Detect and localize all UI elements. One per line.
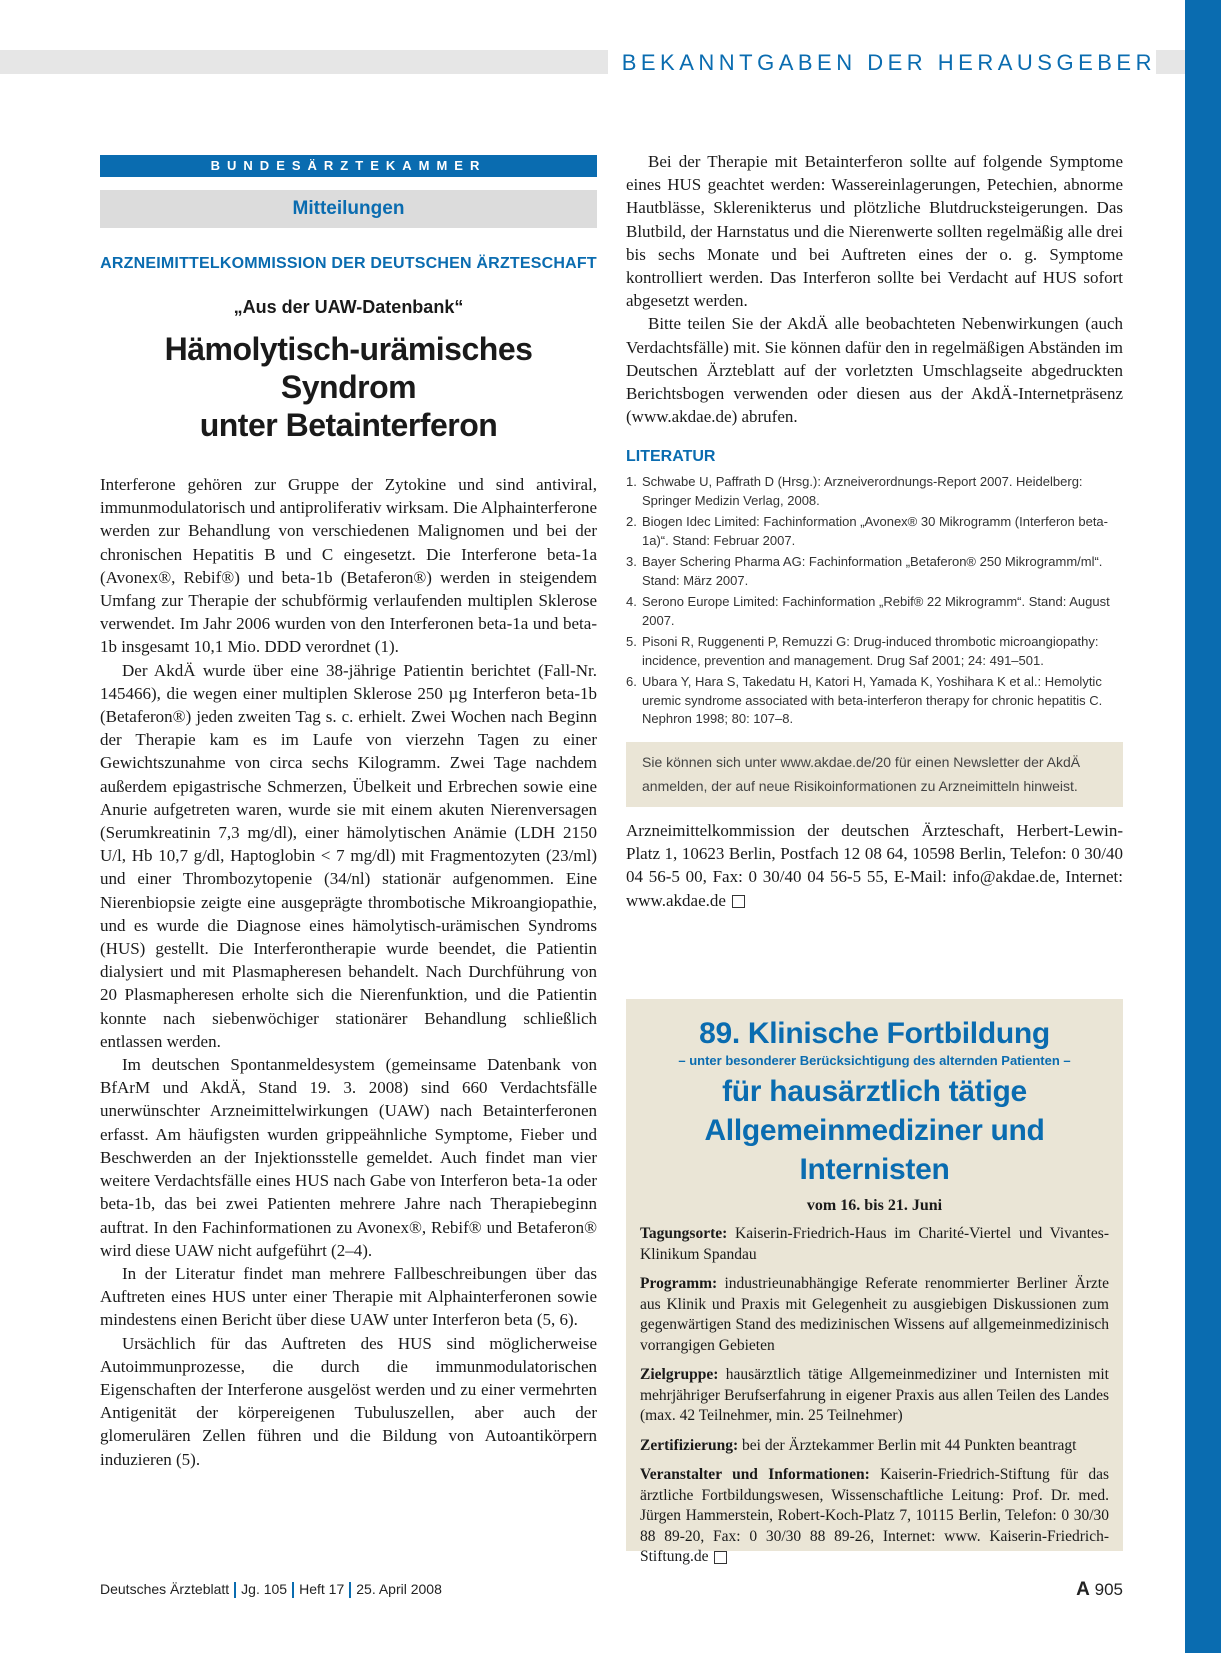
literature-item: 3. Bayer Schering Pharma AG: Fachinformation „Betaferon® 250 Mikrogramm/ml“. Stand: März 2007. [626,554,1103,588]
contact-info: Arzneimittelkommission der deutschen Ärzteschaft, Herbert-Lewin-Platz 1, 10623 Berlin, Postfach 12 08 64, 10598 Berlin, Telefon: 0 30/40 04 56-5 00, Fax: 0 30/40 04 56-5 55, E-Mail: info@akdae.de, Internet: www.akdae.de [626,820,1123,910]
issue-date: 25. April 2008 [356,1581,442,1597]
end-mark-icon [732,895,745,908]
ad-item: Zertifizierung: bei der Ärztekammer Berlin mit 44 Punkten beantragt [640,1436,1077,1454]
body-paragraph: Der AkdÄ wurde über eine 38-jährige Patientin berichtet (Fall-Nr. 145466), die wegen einer multiplen Sklerose 250 µg Interferon beta-1b (Betaferon®) jeden zweiten Tag s. c. erhielt. Zwei Wochen nach Beginn der Therapie kam es im Laufe von vierzehn Tagen zu einer Gewichtszunahme von circa sechs Kilogramm. Zwei Tage nachdem außerdem epigastrische Schmerzen, Übelkeit und Erbrechen sowie eine Anurie aufgetreten waren, wurde sie mit einem akuten Nierenversagen (Serumkreatinin 7,3 mg/dl), einer hämolytischen Anämie (LDH 2150 U/l, Hb 10,7 g/dl, Haptoglobin < 7 mg/dl) mit Fragmentozyten (23/ml) und einer Thrombozytopenie (34/nl) stationär aufgenommen. Eine Nierenbiopsie zeigte eine ausgeprägte thrombotische Mikroangiopathie, und es wurde die Diagnose eines hämolytisch-urämischen Syndroms (HUS) gestellt. Die Interferontherapie wurde beendet, die Patientin dialysiert und mit Plasmapheresen behandelt. Nach Durchführung von 20 Plasmapheresen erholte sich die Nierenfunktion, und die Patientin konnte nach siebenwöchiger stationärer Behandlung schließlich entlassen werden. [100,660,597,1051]
ad-item: Veranstalter und Informationen: Kaiserin-Friedrich-Stiftung für das ärztliche Fortbildungswesen, Wissenschaftliche Leitung: Prof. Dr. med. Jürgen Hammerstein, Robert-Koch-Platz 7, 10115 Berlin, Telefon: 0 30/30 88 89-20, Fax: 0 30/30 88 89-26, Internet: www. Kaiserin-Friedrich-Stiftung.de [640,1466,1109,1565]
literature-item: 5. Pisoni R, Ruggenenti P, Remuzzi G: Drug-induced thrombotic microangiopathy: incidence, prevention and management. Drug Saf 2001; 24: 491–501. [626,634,1099,668]
literature-heading: LITERATUR [626,448,716,466]
page-number: A 905 [1076,1579,1123,1600]
title-line-2: unter Betainterferon [199,407,498,443]
literature-item: 2. Biogen Idec Limited: Fachinformation „Avonex® 30 Mikrogramm (Interferon beta-1a)“. Stand: Februar 2007. [626,514,1108,548]
body-paragraph: Ursächlich für das Auftreten des HUS sind möglicherweise Autoimmunprozesse, die durch die immunmodulatorischen Eigenschaften der Interferone ausgelöst werden und zu einer vermehrten Antigenität der körpereigenen Tubuluszellen, aber auch der glomerulären Zellen führen und die Bildung von Autoantikörpern induzieren (5). [100,1333,597,1469]
body-paragraph: Im deutschen Spontanmeldesystem (gemeinsame Datenbank von BfArM und AkdÄ, Stand 19. 3. 2008) sind 660 Verdachtsfälle unerwünschter Arzneimittelwirkungen (UAW) nach Betainterferonen erfasst. Am häufigsten wurden grippeähnliche Symptome, Fieber und Beschwerden an der Injektionsstelle gemeldet. Auch findet man vier weitere Verdachtsfälle eines HUS nach Gabe von Interferon beta-1a oder beta-1b, das bei zwei Patienten mehrere Jahre nach Therapiebeginn auftrat. In den Fachinformationen zu Avonex®, Rebif® und Betaferon® wird diese UAW nicht aufgeführt (2–4). [100,1055,597,1260]
ad-item: Zielgruppe: hausärztlich tätige Allgemeinmediziner und Internisten mit mehrjähriger Berufserfahrung in eigener Praxis aus allen Teilen des Landes (max. 42 Teilnehmer, min. 25 Teilnehmer) [640,1366,1109,1424]
article-title [100,330,597,444]
literature-item: 1. Schwabe U, Paffrath D (Hrsg.): Arzneiverordnungs-Report 2007. Heidelberg: Springer Medizin Verlag, 2008. [626,474,1083,508]
newsletter-box: Sie können sich unter www.akdae.de/20 für einen Newsletter der AkdÄ anmelden, der auf neue Risikoinformationen zu Arzneimitteln hinweist. [626,742,1123,807]
body-paragraph: In der Literatur findet man mehrere Fallbeschreibungen über das Auftreten eines HUS unter einer Therapie mit Alphainterferonen sowie mindestens einen Bericht über diese UAW unter Interferon beta (5, 6). [100,1263,597,1330]
ad-title: 89. Klinische Fortbildung [699,1017,1050,1050]
side-color-bar [1185,0,1221,1653]
akdae-heading: ARZNEIMITTELKOMMISSION DER DEUTSCHEN ÄRZTESCHAFT [100,255,597,272]
right-paragraph-2: Bitte teilen Sie der AkdÄ alle beobachteten Nebenwirkungen (auch Verdachtsfälle) mit. Sie können dafür den in regelmäßigen Abständen im Deutschen Ärzteblatt auf der vorletzten Umschlagseite abgedruckten Berichtsbogen verwenden oder diesen aus der AkdÄ-Internetpräsenz (www.akdae.de) abrufen. [626,314,1123,427]
page-footer [100,1581,442,1598]
right-column [626,150,1123,912]
section-header: BEKANNTGABEN DER HERAUSGEBER [608,50,1156,76]
article-body [100,473,597,1471]
literature-list [626,473,1123,729]
bundesaerztekammer-bar: BUNDESÄRZTEKAMMER [100,155,597,177]
literature-item: 6. Ubara Y, Hara S, Takedatu H, Katori H, Yamada K, Yoshihara K et al.: Hemolytic uremic syndrome associated with beta-interferon therapy for chronic hepatitis C. Nephron 1998; 80: 107–8. [626,674,1103,727]
right-paragraph-1: Bei der Therapie mit Betainterferon sollte auf folgende Symptome eines HUS geachtet werden: Wassereinlagerungen, Petechien, abnorme Hautblässe, Sklerenikterus und plötzliche Blutdrucksteigerungen. Das Blutbild, der Harnstatus und die Nierenwerte sollten regelmäßig alle drei bis sechs Monate und bei Auftreten eines der o. g. Symptome kontrolliert werden. Das Interferon sollte bei Verdacht auf HUS sofort abgesetzt werden. [626,152,1123,311]
literature-item: 4. Serono Europe Limited: Fachinformation „Rebif® 22 Mikrogramm“. Stand: August 2007. [626,594,1110,628]
ad-date: vom 16. bis 21. Juni [806,1197,943,1214]
ad-audience: für hausärztlich tätige Allgemeinmediziner und Internisten [704,1075,1045,1186]
article-subtitle: „Aus der UAW-Datenbank“ [233,297,464,317]
fortbildung-ad [626,999,1123,1565]
ad-subtitle: – unter besonderer Berücksichtigung des alternden Patienten – [678,1053,1071,1068]
volume: Jg. 105 [241,1581,288,1597]
ad-item: Programm: industrieunabhängige Referate renommierter Berliner Ärzte aus Klinik und Praxis mit Gelegenheit zu ausgiebigen Diskussionen zum gegenwärtigen Stand des medizinischen Wissens auf allgemeinmedizinisch vorrangigen Gebieten [640,1275,1109,1354]
left-column [100,155,597,1471]
ad-item: Tagungsorte: Kaiserin-Friedrich-Haus im Charité-Viertel und Vivantes-Klinikum Spandau [640,1225,1109,1263]
end-mark-icon [714,1551,727,1564]
title-line-1: Hämolytisch-urämisches Syndrom [164,331,533,405]
journal-name: Deutsches Ärzteblatt [100,1581,230,1597]
body-paragraph: Interferone gehören zur Gruppe der Zytokine und sind antiviral, immunmodulatorisch und antiproliferativ wirksam. Die Alphainterferone werden zur Behandlung von verschiedenen Malignomen und bei der chronischen Hepatitis B und C eingesetzt. Die Interferone beta-1a (Avonex®, Rebif®) und beta-1b (Betaferon®) werden in steigendem Umfang zur Therapie der schubförmig verlaufenden multiplen Sklerose verwendet. Im Jahr 2006 wurden von den Interferonen beta-1a und beta-1b insgesamt 10,1 Mio. DDD verordnet (1). [100,475,597,657]
issue: Heft 17 [299,1581,345,1597]
mitteilungen-bar: Mitteilungen [100,190,597,228]
